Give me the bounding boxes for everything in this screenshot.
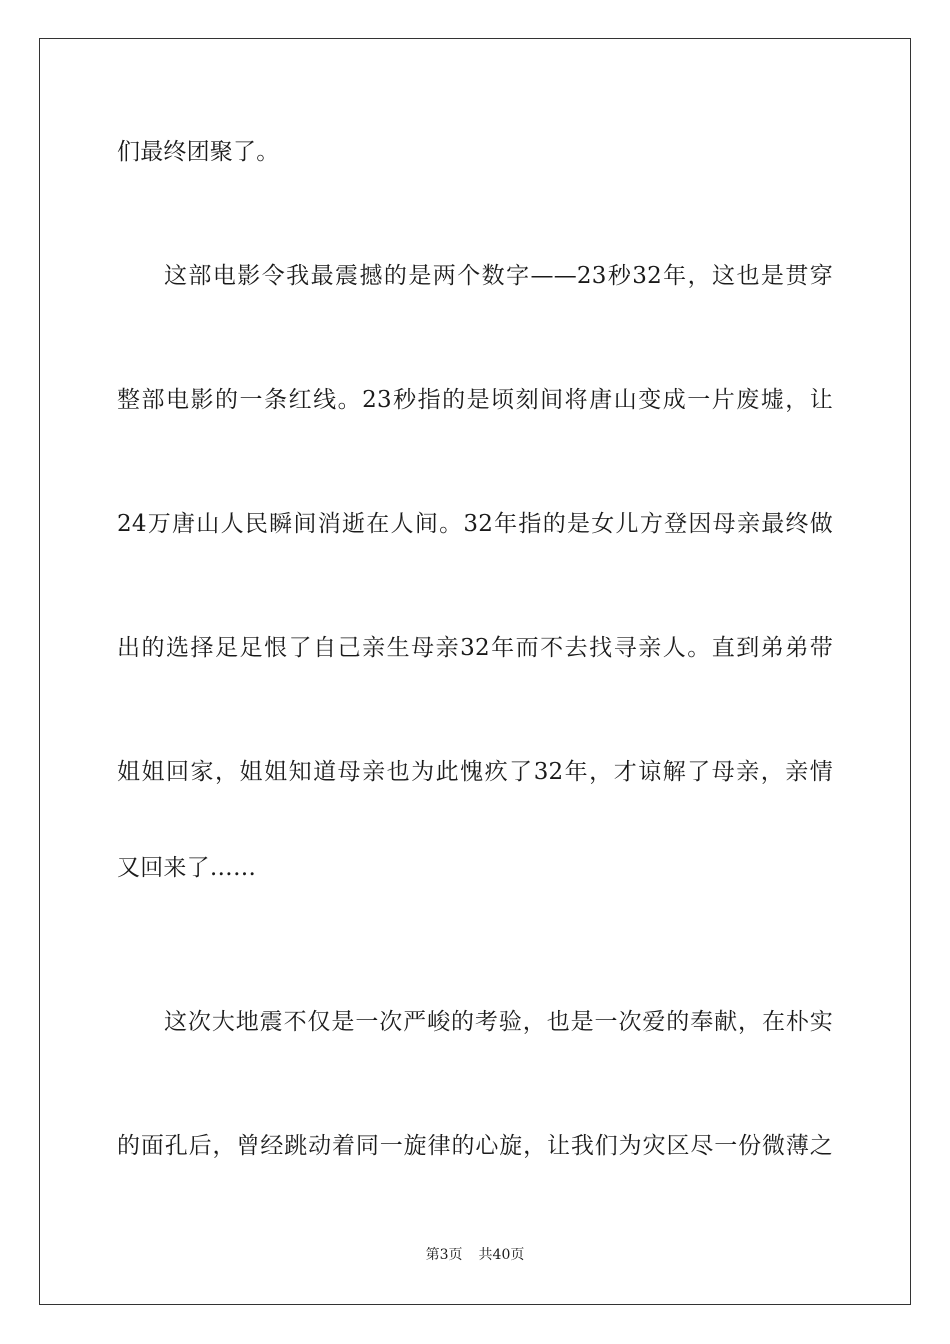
page-number: 第3页 [425, 1247, 463, 1263]
page-border [39, 38, 911, 1305]
text-line-4: 24万唐山人民瞬间消逝在人间。32年指的是女儿方登因母亲最终做 [117, 511, 833, 537]
page-total: 共40页 [478, 1247, 525, 1263]
text-line-8: 这次大地震不仅是一次严峻的考验，也是一次爱的奉献，在朴实 [164, 1009, 833, 1035]
text-line-6: 姐姐回家，姐姐知道母亲也为此愧疚了32年，才谅解了母亲，亲情 [117, 759, 833, 785]
page-footer [0, 1245, 950, 1265]
text-line-2: 这部电影令我最震撼的是两个数字——23秒32年，这也是贯穿 [164, 263, 833, 289]
text-line-9: 的面孔后，曾经跳动着同一旋律的心旋，让我们为灾区尽一份微薄之 [117, 1133, 833, 1159]
text-line-7: 又回来了…… [117, 855, 257, 881]
text-line-3: 整部电影的一条红线。23秒指的是顷刻间将唐山变成一片废墟，让 [117, 387, 833, 413]
text-line-1: 们最终团聚了。 [117, 139, 280, 165]
text-line-5: 出的选择足足恨了自己亲生母亲32年而不去找寻亲人。直到弟弟带 [117, 635, 833, 661]
